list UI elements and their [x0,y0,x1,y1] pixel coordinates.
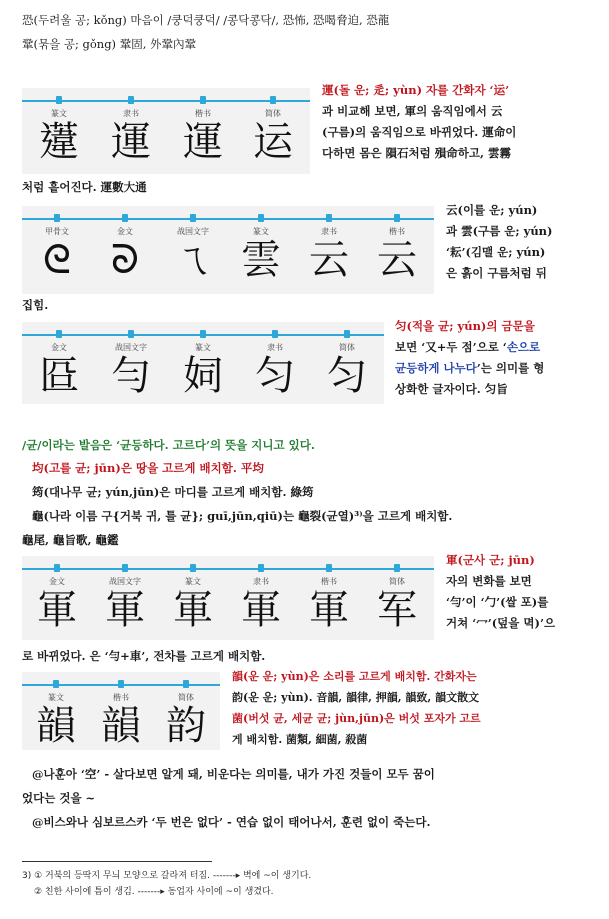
quote-nahoona-cont: 었다는 것을 ~ [22,791,96,805]
yun-description: 運(돌 운; 辵; yùn) 자를 간화자 ‘运’ 과 비교해 보면, 軍의 움직임에서 云 (구름)의 움직임으로 바뀌었다. 運命이 다하면 몸은 隕石처럼 殞命하고, 雲霧 [322,83,517,160]
cloud-description: 云(이를 운; yún) 과 雲(구름 운; yún) ‘耘’(김맬 운; yún) 은 흙이 구름처럼 뒤 [446,203,553,280]
line-bamboo: 筠(대나무 균; yún,jūn)은 마디를 고르게 배치함. 綠筠 [32,485,314,499]
cloud-description-end: 집힘. [22,298,49,312]
gyun-description: 匀(적을 균; yún)의 금문을 보면 ‘又+두 점’으로 ‘손으로 균등하게 나누다’는 의미를 형 상화한 글자이다. 匀旨 [395,319,545,396]
script-panel-gyun: 金文 㔯 战国文字 勻 篆文 㚸 隶书 匀 简体 匀 [22,322,384,404]
line-kong: 恐(두려울 공; kǒng) 마음이 /쿵덕쿵덕/ /콩닥콩닥/, 恐怖, 恐喝脅迫, 恐龍 [22,13,390,27]
line-jun: 均(고를 균; jūn)은 땅을 고르게 배치함. 平均 [32,461,264,475]
footnote-2: ② 친한 사이에 틈이 생김. -------▸ 동업자 사이에 ~이 생겼다. [34,887,274,897]
un-description: 韻(운 운; yùn)은 소리를 고르게 배치함. 간화자는 韵(운 운; yùn). 音韻, 韻律, 押韻, 韻致, 韻文散文 菌(버섯 균, 세균 균; jùn,jūn)은 버섯 포자가 고르 게 배치함. 菌類, 細菌, 殺菌 [232,670,481,746]
quote-szymborska: @비스와나 심보르스카 ‘두 번은 없다’ - 연습 없이 태어나서, 훈련 없이 죽는다. [32,815,431,829]
footnote-divider [22,861,212,862]
script-panel-cloud: 甲骨文 ᘓ 金文 ᘐ 战国文字 ㄟ 篆文 雲 隶书 云 楷书 云 [22,206,434,294]
quote-nahoona: @나훈아 ‘空’ - 살다보면 알게 돼, 비운다는 의미를, 내가 가진 것들이 모두 꿈이 [32,767,435,781]
footnote-1: 3) ① 거북의 등딱지 무늬 모양으로 갈라져 터짐. -------▸ 벽에 ~이 생기다. [22,871,312,881]
gyun-sound-intro: /균/이라는 발음은 ‘균등하다. 고르다’의 뜻을 지니고 있다. [22,438,315,452]
yun-description-end: 처럼 흩어진다. 運數大通 [22,180,147,194]
line-gong: 鞏(묶을 공; gǒng) 鞏固, 外鞏內鞏 [22,37,197,51]
line-turtle-words: 龜尾, 龜旨歌, 龜鑑 [22,533,119,547]
script-panel-yun: 篆文 𨗨 隶书 運 楷书 運 简体 运 [22,88,310,174]
script-panel-gun: 金文 軍 战国文字 軍 篆文 軍 隶书 軍 楷书 軍 简体 军 [22,556,434,640]
gun-description-end: 로 바뀌었다. 은 ‘勻+車’, 전차를 고르게 배치함. [22,649,266,663]
gun-description: 軍(군사 군; jūn) 자의 변화를 보면 ‘勻’이 ‘勹’(쌀 포)를 거쳐 ‘冖’(덮을 멱)’으 [446,553,556,630]
script-panel-un: 篆文 韻 楷书 韻 简体 韵 [22,672,220,750]
line-turtle: 龜(나라 이름 구{거북 귀, 틀 균}; guī,jūn,qiū)는 龜裂(균열)³⁾을 고르게 배치함. [32,509,453,523]
